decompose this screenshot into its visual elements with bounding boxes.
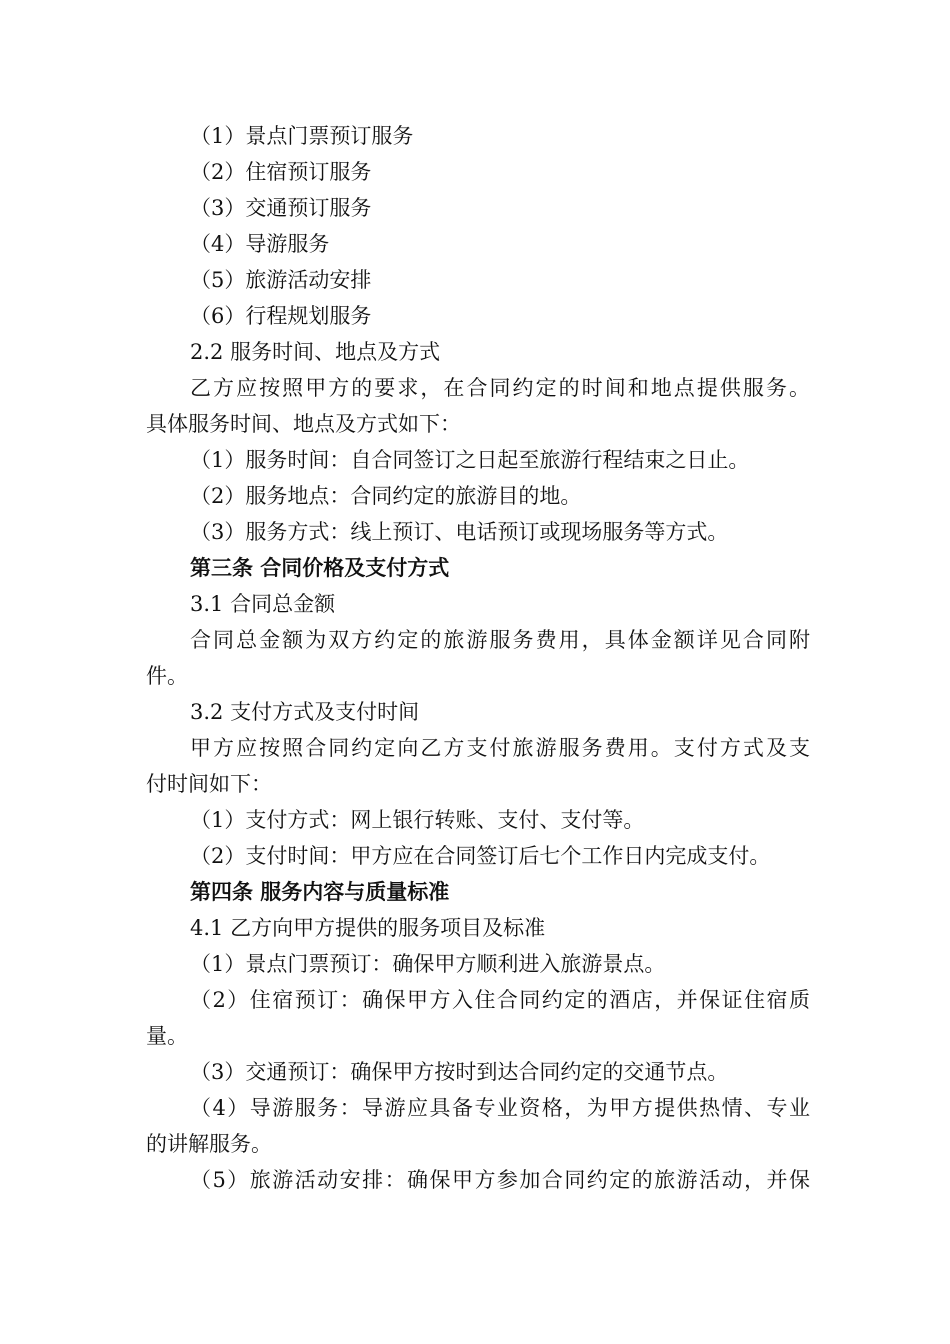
list-item-payment-method: （1）支付方式：网上银行转账、支付、支付等。 [190,808,645,832]
list-item-ticket-booking: （1）景点门票预订服务 [190,124,414,148]
article-3-heading: 第三条 合同价格及支付方式 [190,556,450,580]
list-item-service-time: （1）服务时间：自合同签订之日起至旅游行程结束之日止。 [190,448,750,472]
paragraph-line: 甲方应按照合同约定向乙方支付旅游服务费用。支付方式及支 [190,736,810,760]
paragraph-line: 的讲解服务。 [146,1132,272,1156]
list-item-lodging-standard: （2）住宿预订：确保甲方入住合同约定的酒店，并保证住宿质 [190,988,810,1012]
paragraph-line: 合同总金额为双方约定的旅游服务费用，具体金额详见合同附 [190,628,810,652]
section-3-1-title: 3.1 合同总金额 [190,592,336,616]
list-item-transport-standard: （3）交通预订：确保甲方按时到达合同约定的交通节点。 [190,1060,729,1084]
article-4-heading: 第四条 服务内容与质量标准 [190,880,450,904]
paragraph-line: 件。 [146,664,188,688]
list-item-activity-arrangement: （5）旅游活动安排 [190,268,372,292]
list-item-transport-booking: （3）交通预订服务 [190,196,372,220]
list-item-payment-time: （2）支付时间：甲方应在合同签订后七个工作日内完成支付。 [190,844,771,868]
list-item-service-method: （3）服务方式：线上预订、电话预订或现场服务等方式。 [190,520,729,544]
paragraph-line: 付时间如下： [146,772,272,796]
list-item-service-location: （2）服务地点：合同约定的旅游目的地。 [190,484,582,508]
list-item-guide-service: （4）导游服务 [190,232,330,256]
section-3-2-title: 3.2 支付方式及支付时间 [190,700,420,724]
paragraph-line: 乙方应按照甲方的要求，在合同约定的时间和地点提供服务。 [190,376,810,400]
paragraph-line: 量。 [146,1024,188,1048]
list-item-lodging-booking: （2）住宿预订服务 [190,160,372,184]
list-item-itinerary-planning: （6）行程规划服务 [190,304,372,328]
paragraph-line: 具体服务时间、地点及方式如下： [146,412,461,436]
document-body [146,118,810,1198]
list-item-ticket-standard: （1）景点门票预订：确保甲方顺利进入旅游景点。 [190,952,666,976]
section-2-2-title: 2.2 服务时间、地点及方式 [190,340,441,364]
list-item-activity-standard: （5）旅游活动安排：确保甲方参加合同约定的旅游活动，并保 [190,1168,810,1192]
list-item-guide-standard: （4）导游服务：导游应具备专业资格，为甲方提供热情、专业 [190,1096,810,1120]
section-4-1-title: 4.1 乙方向甲方提供的服务项目及标准 [190,916,546,940]
